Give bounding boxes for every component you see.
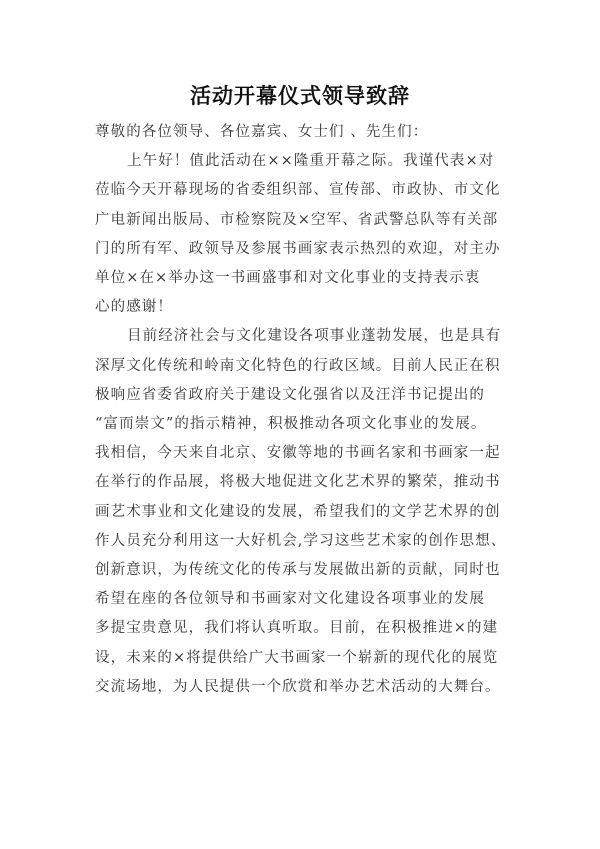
text-line: 极响应省委省政府关于建设文化强省以及汪洋书记提出的: [95, 386, 485, 403]
text-line: 画艺术事业和文化建设的发展，希望我们的文学艺术界的创: [95, 503, 501, 520]
paragraph: [95, 147, 510, 322]
salutation: 尊敬的各位领导、各位嘉宾、女士们 、先生们：: [95, 124, 429, 140]
document-body: [95, 118, 510, 702]
document-title: 活动开幕仪式领导致辞: [190, 83, 410, 108]
text-line: 希望在座的各位领导和书画家对文化建设各项事业的发展: [95, 591, 485, 608]
text-line: 广电新闻出版局、市检察院及×空军、省武警总队等有关部: [95, 211, 499, 228]
text-line: 门的所有军、政领导及参展书画家表示热烈的欢迎，对主办: [95, 240, 501, 257]
paragraphs: [95, 147, 510, 702]
paragraph: [95, 322, 510, 702]
text-line: 莅临今天开幕现场的省委组织部、宣传部、市政协、市文化: [95, 182, 501, 199]
text-line: 创新意识，为传统文化的传承与发展做出新的贡献，同时也: [95, 562, 501, 579]
text-line: 在举行的作品展，将极大地促进文化艺术界的繁荣，推动书: [95, 474, 501, 491]
text-line: 多提宝贵意见，我们将认真听取。目前，在积极推进×的建: [95, 620, 499, 637]
text-line: 作人员充分利用这一大好机会,学习这些艺术家的创作思想、: [95, 532, 507, 549]
text-line: 设，未来的×将提供给广大书画家一个崭新的现代化的展览: [95, 649, 499, 666]
text-line: “富而崇文”的指示精神，积极推动各项文化事业的发展。: [95, 416, 487, 433]
text-line: 目前经济社会与文化建设各项事业蓬勃发展，也是具有: [127, 328, 502, 345]
text-line: 单位×在×举办这一书画盛事和对文化事业的支持表示衷: [95, 270, 481, 287]
text-line: 我相信，今天来自北京、安徽等地的书画名家和书画家一起: [95, 445, 501, 462]
text-line: 心的感谢！: [95, 299, 173, 316]
text-line: 深厚文化传统和岭南文化特色的行政区域。目前人民正在积: [95, 357, 501, 374]
text-line: 上午好！值此活动在××隆重开幕之际。我谨代表×对: [127, 153, 495, 170]
text-line: 交流场地，为人民提供一个欣赏和举办艺术活动的大舞台。: [95, 678, 501, 695]
